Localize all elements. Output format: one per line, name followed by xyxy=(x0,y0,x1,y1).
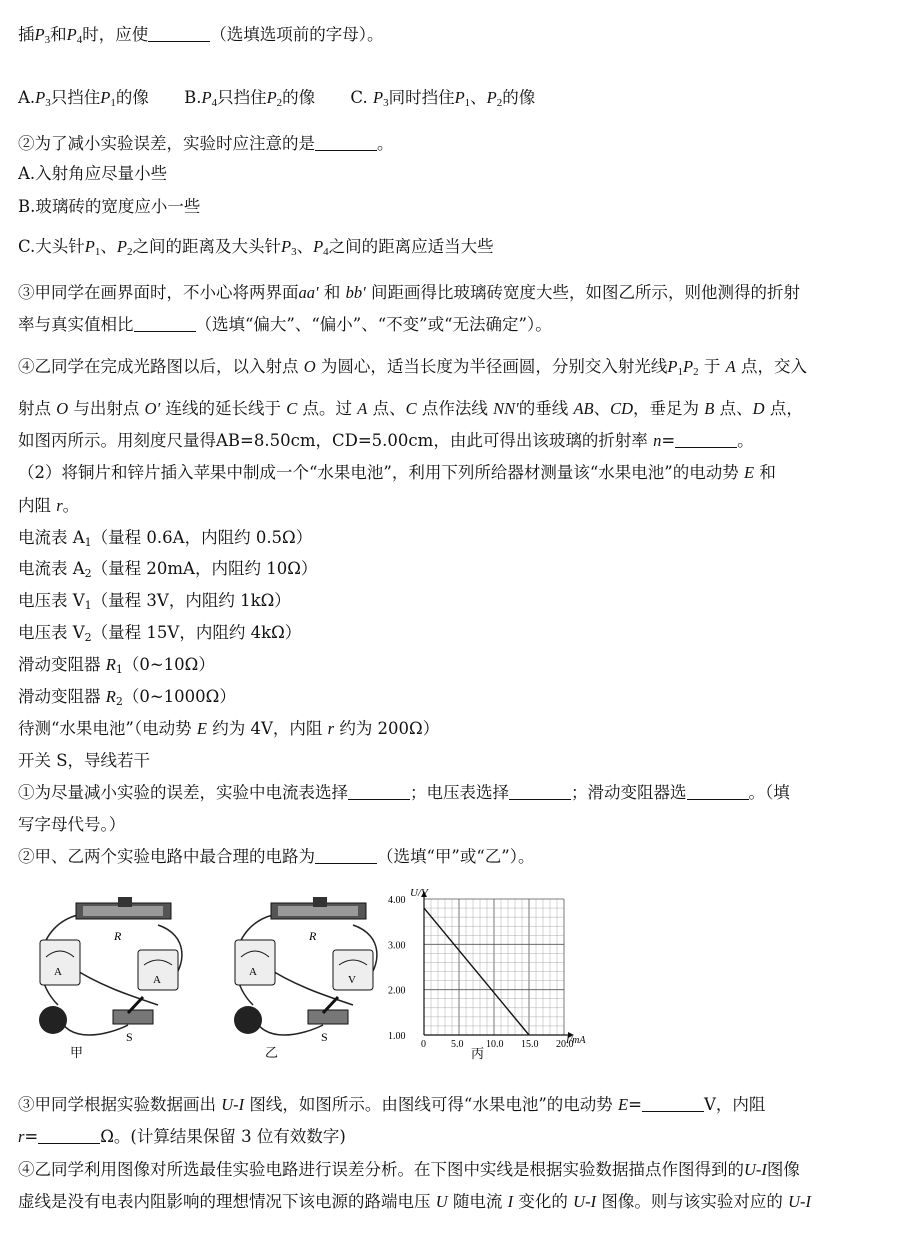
chart-ticks xyxy=(388,895,574,1050)
q1-options xyxy=(18,87,880,114)
q1-sub4-line1: ④乙同学在完成光路图以后，以入射点 O 为圆心，适当长度为半径画圆，分别交入射光线$P_1P_2$ 于 A 点，交入 xyxy=(18,357,807,378)
text: 时，应使 xyxy=(82,25,149,44)
ui-chart xyxy=(386,885,586,1070)
q2-sub4-line1: ④乙同学利用图像对所选最佳实验电路进行误差分析。在下图中实线是根据实验数据描点作图得到的U-I图像 xyxy=(18,1160,800,1179)
circuit-diagram-jia xyxy=(18,885,198,1070)
ammeter-icon xyxy=(235,940,275,985)
q1-sub4-line3: 如图丙所示。用刻度尺量得AB=8.50cm，CD=5.00cm，由此可得出该玻璃的折射率 n= 。 xyxy=(18,431,754,450)
x-tick-label: 5.0 xyxy=(451,1039,464,1050)
option-b[interactable]: $B.P_4$只挡住$P_2$的像 xyxy=(184,88,316,109)
q1-sub3-line1: ③甲同学在画界面时，不小心将两界面aa′ 和 bb′ 间距画得比玻璃砖宽度大些，如图乙所示，则他测得的折射 xyxy=(18,283,800,302)
answer-blank[interactable] xyxy=(675,433,737,448)
q2-sub1-line1: ①为尽量减小实验的误差，实验中电流表选择 ；电压表选择 ；滑动变阻器选 。（填 xyxy=(18,783,790,802)
x-axis-label: I/mA xyxy=(566,1035,586,1046)
answer-blank[interactable] xyxy=(687,785,749,800)
q1-sub2-option-b[interactable]: B.玻璃砖的宽度应小一些 xyxy=(18,197,201,216)
figure-row xyxy=(18,885,598,1070)
equipment-rheostat-2: 滑动变阻器 $R_2(0\sim 1000\Omega)$ xyxy=(18,687,236,708)
equipment-battery: 待测“水果电池”（电动势 E 约为 4V，内阻 r 约为 200Ω） xyxy=(18,719,440,738)
equipment-switch: 开关 S，导线若干 xyxy=(18,751,151,770)
y-tick-label: 4.00 xyxy=(388,895,406,906)
figure-label-bing: 丙 xyxy=(471,1046,485,1061)
answer-blank[interactable] xyxy=(642,1097,704,1112)
fruit-battery-icon xyxy=(234,1006,262,1034)
q1-stem-line: 插$P_3$和$P_4$时，应使 （选填选项前的字母）。 xyxy=(18,25,384,46)
q1-sub4-line2: 射点 O 与出射点 O′ 连线的延长线于 C 点。过 A 点、C 点作法线 NN′的垂线 AB、CD，垂足为 B 点、D 点， xyxy=(18,399,803,418)
q1-sub2: ②为了减小实验误差，实验时应注意的是 。 xyxy=(18,134,394,153)
q1-sub2-option-a[interactable]: A.入射角应尽量小些 xyxy=(18,164,168,183)
equipment-voltmeter-2: 电压表 $V_2$（量程 15V，内阻约 4kΩ） xyxy=(18,623,302,644)
y-tick-label: 3.00 xyxy=(388,940,406,952)
equipment-voltmeter-1: 电压表 $V_1$（量程 3V，内阻约 1kΩ） xyxy=(18,591,291,612)
answer-blank[interactable] xyxy=(38,1129,100,1144)
answer-blank[interactable] xyxy=(134,317,196,332)
fruit-battery-icon xyxy=(39,1006,67,1034)
label-r: R xyxy=(309,929,317,943)
q1-sub3-line2: 率与真实值相比 （选填“偏大”、“偏小”、“不变”或“无法确定”）。 xyxy=(18,315,552,334)
q2-sub2: ②甲、乙两个实验电路中最合理的电路为 （选填“甲”或“乙”）。 xyxy=(18,847,535,866)
label-r: R xyxy=(114,929,122,943)
y-axis-label: U/V xyxy=(410,887,428,899)
answer-blank[interactable] xyxy=(148,27,210,42)
option-c[interactable]: C. $P_3$同时挡住$P_1$、$P_2$的像 xyxy=(350,88,536,109)
x-tick-label: 15.0 xyxy=(521,1039,539,1050)
y-tick-label: 1.00 xyxy=(388,1031,406,1042)
switch-icon xyxy=(308,1010,348,1024)
chart-axes xyxy=(421,891,574,1038)
q2-intro-line1: （2）将铜片和锌片插入苹果中制成一个“水果电池”，利用下列所给器材测量该“水果电池”的电动势 E 和 xyxy=(18,463,776,482)
figure-label-jia: 甲 xyxy=(70,1045,84,1060)
y-tick-label: 2.00 xyxy=(388,985,406,997)
answer-blank[interactable] xyxy=(348,785,410,800)
equipment-ammeter-1: 电流表 $A_1$（量程 0.6A，内阻约 0.5Ω） xyxy=(18,528,313,549)
ammeter-icon xyxy=(40,940,80,985)
q2-sub3-line1: ③甲同学根据实验数据画出 U-I 图线，如图所示。由图线可得“水果电池”的电动势 E= V，内阻 xyxy=(18,1095,766,1114)
text: （选填选项前的字母）。 xyxy=(210,25,384,44)
q2-sub1-line2: 写字母代号。） xyxy=(18,815,126,834)
equipment-ammeter-2: 电流表 $A_2$（量程 20mA，内阻约 10Ω） xyxy=(18,559,318,580)
label-v: V xyxy=(348,974,356,986)
equipment-rheostat-1: 滑动变阻器 $R_1(0\sim 10\Omega)$ xyxy=(18,655,215,676)
text: 和 xyxy=(50,25,67,44)
answer-blank[interactable] xyxy=(315,136,377,151)
chart-grid xyxy=(424,899,564,1035)
label-s: S xyxy=(126,1030,133,1044)
answer-blank[interactable] xyxy=(315,849,377,864)
circuit-diagram-yi xyxy=(213,885,393,1070)
switch-icon xyxy=(113,1010,153,1024)
label-a: A xyxy=(54,966,62,978)
label-a: A xyxy=(249,966,257,978)
x-tick-label: 10.0 xyxy=(486,1039,504,1050)
answer-blank[interactable] xyxy=(509,785,571,800)
x-tick-label: 0 xyxy=(421,1039,426,1050)
x-tick-label: 20.0 xyxy=(556,1039,574,1050)
text: 插 xyxy=(18,25,35,44)
option-a[interactable]: $A.P_3$只挡住$P_1$的像 xyxy=(18,88,149,109)
label-s: S xyxy=(321,1030,328,1044)
q2-sub4-line2: 虚线是没有电表内阻影响的理想情况下该电源的路端电压 U 随电流 I 变化的 U-I 图像。则与该实验对应的 U-I xyxy=(18,1192,811,1211)
q2-intro-line2: 内阻 r。 xyxy=(18,496,80,515)
figure-label-yi: 乙 xyxy=(265,1045,279,1060)
q1-sub2-option-c[interactable]: C.大头针$P_1$、$P_2$之间的距离及大头针$P_3$、$P_4$之间的距离应适当大些 xyxy=(18,237,494,258)
label-a2: A xyxy=(153,974,161,986)
q2-sub3-line2: r= Ω。(计算结果保留 3 位有效数字) xyxy=(18,1127,346,1146)
